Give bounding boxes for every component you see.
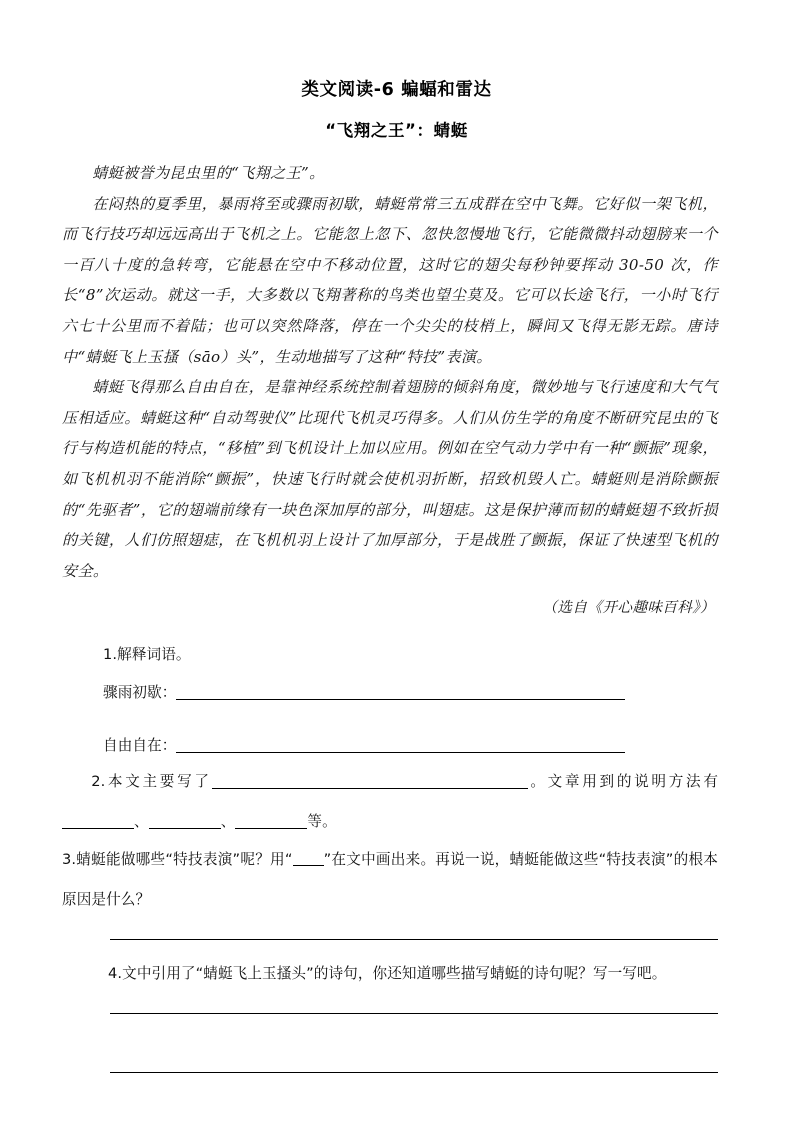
answer-rule-2[interactable] [110, 1013, 718, 1014]
answer-rule-3[interactable] [110, 1072, 718, 1073]
answer-blank-2d[interactable] [235, 813, 307, 829]
article-paragraph-3: 蜻蜓飞得那么自由自在，是靠神经系统控制着翅膀的倾斜角度，微妙地与飞行速度和大气气压相适应。蜻蜓这种“自动驾驶仪”比现代飞机灵巧得多。人们从仿生学的角度不断研究昆虫的飞行与构造机能的特点，“移植”到飞机设计上加以应用。例如在空气动力学中有一种“颤振”现象，如飞机机羽不能消除“颤振”，快速飞行时就会使机羽折断，招致机毁人亡。蜻蜓则是消除颤振的“先驱者”，它的翅端前缘有一块色深加厚的部分，叫翅痣。这是保护薄而韧的蜻蜓翅不致折损的关键，人们仿照翅痣，在飞机机羽上设计了加厚部分，于是战胜了颤振，保证了快速型飞机的安全。 [62, 378, 718, 580]
answer-blank-1a[interactable] [176, 684, 625, 700]
question-2-sep-2: 、 [220, 813, 236, 830]
question-2-number: 2. [91, 773, 106, 790]
question-3 [62, 840, 718, 920]
question-1-stem: 1.解释词语。 [103, 646, 191, 663]
question-4: 4.文中引用了“蜻蜓飞上玉搔头”的诗句，你还知道哪些描写蜻蜓的诗句呢？写一写吧。 [108, 965, 667, 982]
answer-rule-1[interactable] [110, 939, 718, 940]
answer-blank-1b[interactable] [176, 737, 625, 753]
answer-blank-2a[interactable] [212, 773, 528, 789]
question-3-text-after: ”在文中画出来。再说一说，蜻蜓能做这些“特技表演”的根本原因是什么？ [62, 851, 718, 908]
question-1-item-b-label: 自由自在： [103, 737, 177, 754]
question-2-text-1: 本文主要写了 [105, 773, 212, 790]
article-source: （选自《开心趣味百科》） [542, 599, 715, 616]
question-1-item-b [103, 727, 625, 765]
article-paragraph-2: 在闷热的夏季里，暴雨将至或骤雨初歇，蜻蜓常常三五成群在空中飞舞。它好似一架飞机，而飞行技巧却远远高出于飞机之上。它能忽上忽下、忽快忽慢地飞行，它能微微抖动翅膀来一个一百八十度的急转弯，它能悬在空中不移动位置，这时它的翅尖每秒钟要挥动 30-50 次，作长“8”次运动。就这一手，大多数以飞翔著称的鸟类也望尘莫及。它可以长途飞行，一小时飞行六七十公里而不着陆；也可以突然降落，停在一个尖尖的枝梢上，瞬间又飞得无影无踪。唐诗中“蜻蜓飞上玉搔（sāo）头”，生动地描写了这种“特技”表演。 [62, 194, 718, 366]
question-2-text-4: 等。 [307, 813, 337, 830]
question-2-sep-1: 、 [134, 813, 149, 830]
underline-mark [293, 852, 324, 866]
question-1-item-a [103, 674, 625, 712]
answer-blank-2b[interactable] [62, 813, 134, 829]
article-body [62, 158, 718, 586]
question-3-text-before: 3.蜻蜓能做哪些“特技表演”呢？用“ [62, 851, 293, 868]
page-title: 类文阅读-6 蝙蝠和雷达 [301, 80, 492, 100]
article-subtitle: “飞翔之王”：蜻蜓 [325, 121, 468, 140]
answer-blank-2c[interactable] [149, 813, 221, 829]
question-1-item-a-label: 骤雨初歇： [103, 684, 177, 701]
question-2-text-3: 法有 [686, 773, 719, 790]
article-paragraph-1: 蜻蜓被誉为昆虫里的“飞翔之王”。 [92, 164, 325, 182]
question-2-text-2: 。文章用到的说明方 [527, 773, 687, 790]
question-2 [62, 762, 718, 842]
